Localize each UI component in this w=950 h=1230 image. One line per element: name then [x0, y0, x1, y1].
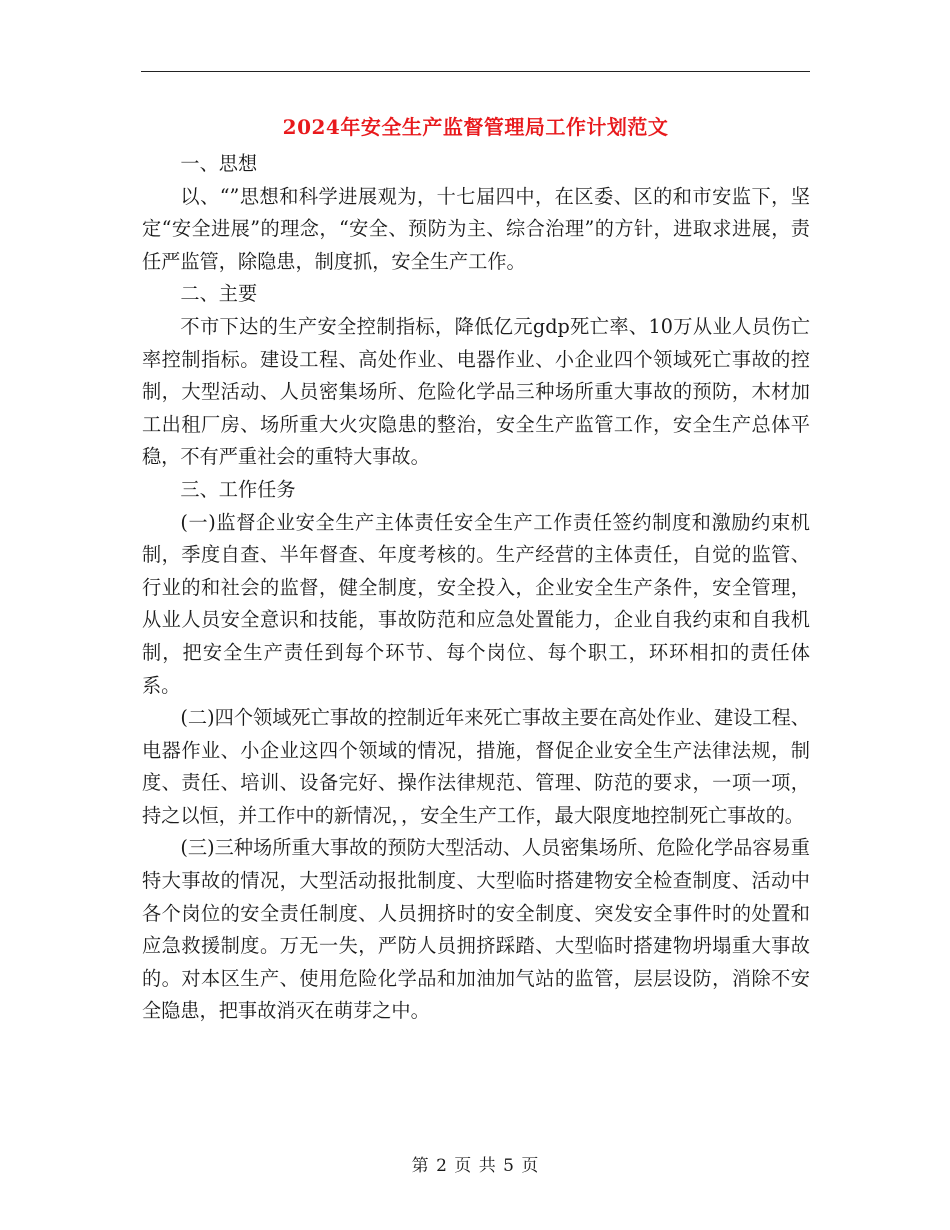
section-heading: 二、主要 — [180, 282, 258, 306]
body-paragraph: (二)四个领域死亡事故的控制近年来死亡事故主要在高处作业、建设工程、电器作业、小企业这四个领域的情况，措施，督促企业安全生产法律法规，制度、责任、培训、设备完好、操作法律规范、管理、防范的要求，一项一项，持之以恒，并工作中的新情况，，安全生产工作，最大限度地控制死亡事故的。 — [142, 706, 810, 827]
body-paragraph: (一)监督企业安全生产主体责任安全生产工作责任签约制度和激励约束机制，季度自查、半年督查、年度考核的。生产经营的主体责任，自觉的监管、行业的和社会的监督，健全制度，安全投入，企业安全生产条件，安全管理，从业人员安全意识和技能，事故防范和应急处置能力，企业自我约束和自我机制，把安全生产责任到每个环节、每个岗位、每个职工，环环相扣的责任体系。 — [142, 510, 810, 697]
header-rule — [141, 71, 810, 72]
body-paragraph: 不市下达的生产安全控制指标，降低亿元gdp死亡率、10万从业人员伤亡率控制指标。建设工程、高处作业、电器作业、小企业四个领域死亡事故的控制，大型活动、人员密集场所、危险化学品三种场所重大事故的预防，木材加工出租厂房、场所重大火灾隐患的整治，安全生产监管工作，安全生产总体平稳，不有严重社会的重特大事故。 — [142, 314, 810, 469]
document-title: 2024年安全生产监督管理局工作计划范文 — [282, 115, 669, 139]
body-paragraph: (三)三种场所重大事故的预防大型活动、人员密集场所、危险化学品容易重特大事故的情况，大型活动报批制度、大型临时搭建物安全检查制度、活动中各个岗位的安全责任制度、人员拥挤时的安全制度、突发安全事件时的处置和应急救援制度。万无一失，严防人员拥挤踩踏、大型临时搭建物坍塌重大事故的。对本区生产、使用危险化学品和加油加气站的监管，层层设防，消除不安全隐患，把事故消灭在萌芽之中。 — [142, 836, 810, 1023]
section-heading: 三、工作任务 — [180, 477, 296, 501]
body-paragraph: 以、“”思想和科学进展观为，十七届四中，在区委、区的和市安监下，坚定“安全进展”的理念，“安全、预防为主、综合治理”的方针，进取求进展，责任严监管，除隐患，制度抓，安全生产工作。 — [142, 184, 810, 273]
document-body — [142, 148, 810, 1028]
page-number-footer: 第 2 页 共 5 页 — [411, 1156, 539, 1176]
section-heading: 一、思想 — [180, 152, 258, 175]
